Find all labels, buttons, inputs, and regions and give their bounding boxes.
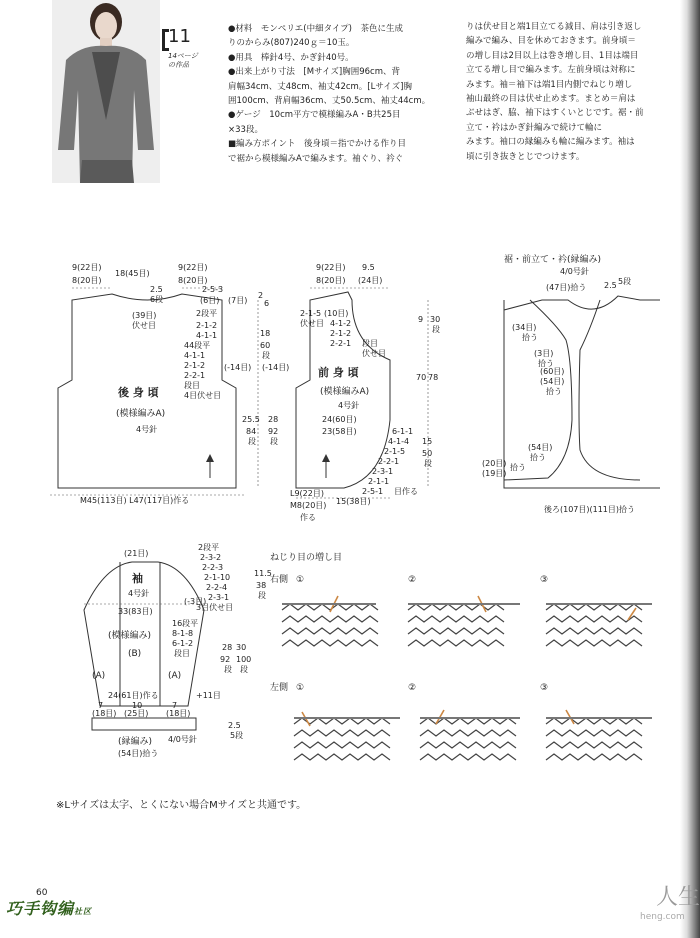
twist-left: 左側: [270, 683, 289, 693]
sleeve-cuff-part: 7: [98, 701, 104, 710]
sleeve-cuff-h2: 5段: [230, 731, 244, 740]
materials-line: 肩幅34cm、丈48cm、袖丈42cm。[Lサイズ]胸: [228, 81, 412, 92]
site-logo-text: 巧手钩编: [6, 899, 75, 918]
back-armhole-side: 18: [260, 329, 271, 338]
back-shoulder-r: 9(22目): [178, 263, 208, 272]
back-neck-bind2: 伏せ目: [132, 321, 156, 330]
twist-step: ③: [540, 575, 549, 585]
edging-front-pick2: (54目): [540, 377, 565, 386]
sleeve-top-item: 2-2-4: [206, 583, 228, 592]
front-width2: 23(58目): [322, 427, 357, 436]
back-shoulder-l2: 8(20目): [72, 276, 102, 285]
materials-line: で裾から模様編みAで編みます。袖ぐり、衿ぐ: [228, 153, 404, 164]
front-neck-pick: (10目): [324, 309, 349, 318]
sleeve-pattern2: (B): [128, 649, 142, 659]
page-number: 60: [36, 888, 48, 898]
back-armhole-item: 段目: [184, 381, 200, 390]
knit-swatch-icon: [420, 718, 516, 760]
front-neck-h3: 段: [432, 325, 440, 334]
back-total-h2: 92: [268, 427, 279, 436]
back-body-diagram: [50, 263, 278, 505]
sleeve-cuff-part: (25目): [124, 709, 149, 718]
edging-neck-pick: (3目): [534, 349, 554, 358]
site-logo: [6, 896, 92, 919]
page-reference-line2: の作品: [168, 61, 189, 69]
back-armhole-side3: 段: [262, 351, 270, 360]
size-note: ※Lサイズは太字、とくにない場合Mサイズと共通です。: [56, 800, 307, 811]
instruction-line: 立て・衿はかぎ針編みで続けて輪に: [466, 122, 603, 133]
edging-collar-h2: 5段: [618, 277, 632, 286]
edging-neck-pick2: 拾う: [538, 359, 554, 368]
back-shoulder-shaping2: (6目): [200, 296, 220, 305]
instruction-line: みます。袖＝袖下は端1目内側でねじり増し: [466, 79, 633, 90]
edging-shoulder-pick: (34目): [512, 323, 537, 332]
edging-side-pick2: (19目): [482, 469, 507, 478]
edging-hook: 4/0号針: [560, 267, 589, 276]
sleeve-inc-item: 16段平: [172, 619, 199, 628]
back-armhole-side2: 60: [260, 341, 271, 350]
back-title: 後 身 頃: [118, 386, 159, 399]
model-photo-illustration: [52, 0, 160, 183]
front-neck-item: 段目: [362, 339, 378, 348]
sleeve-cap-h2: 38: [256, 581, 267, 590]
sleeve-top-item: 2-1-10: [204, 573, 231, 582]
sleeve-inc-item: 6-1-2: [172, 639, 194, 648]
front-neck2: (24目): [358, 276, 383, 285]
front-neck: 9.5: [362, 263, 375, 272]
materials-line: ●用具 棒針4号、かぎ針40号。: [228, 52, 354, 63]
back-shoulder-rows: (7目): [228, 296, 248, 305]
edging-front-pick3: 拾う: [546, 387, 562, 396]
back-needle: 4号針: [136, 425, 158, 434]
back-armhole-item: 4-1-1: [196, 331, 218, 340]
front-hem-inc: 2-3-1: [372, 467, 394, 476]
twist-title: ねじり目の増し目: [270, 553, 343, 563]
sleeve-cap-h: 11.5: [254, 569, 272, 578]
back-neck-width: 18(45目): [115, 269, 150, 278]
sleeve-diagram: [84, 542, 272, 758]
back-body-h: 25.5: [242, 415, 260, 424]
front-width: 24(60目): [322, 415, 357, 424]
back-shoulder-l: 9(22目): [72, 263, 102, 272]
front-body-diagram: [262, 263, 440, 522]
front-title: 前 身 頃: [318, 366, 359, 379]
sleeve-needle: 4号針: [128, 589, 150, 598]
sleeve-cuff-part: (18目): [92, 709, 117, 718]
sleeve-len-total: 30: [236, 643, 247, 652]
instruction-line: 立てる増し目で編みます。左前身頃は対称に: [466, 65, 636, 76]
front-neck-side2: 伏せ目: [300, 319, 324, 328]
arrow-head-icon: [206, 454, 214, 462]
sleeve-cap-pos: (-3目): [184, 597, 207, 606]
front-hem-inc: 2-1-5: [384, 447, 406, 456]
back-armhole-pos: (-14目): [224, 363, 252, 372]
site-logo-sub: 社区: [74, 907, 93, 916]
back-armhole-item: 44段平: [184, 341, 211, 350]
sleeve-len3: 段: [224, 665, 232, 674]
edging-diagram: [482, 253, 660, 514]
sleeve-cuff-part: 7: [172, 701, 178, 710]
front-hem-w2: M8(20目): [290, 501, 327, 510]
front-hem-h: 15: [422, 437, 433, 446]
front-hem-h2: 50: [422, 449, 433, 458]
back-body-h2: 84: [246, 427, 257, 436]
instruction-line: りは伏せ目と端1目立てる減目、肩は引き返し: [466, 22, 642, 32]
twist-step: ①: [296, 683, 305, 693]
back-cast-on: M45(113目) L47(117目)作る: [80, 496, 190, 505]
sleeve-cuff-h: 2.5: [228, 721, 241, 730]
back-body-h3: 段: [248, 437, 256, 446]
pattern-diagrams: [0, 240, 700, 800]
back-armhole-item: 4-1-1: [184, 351, 206, 360]
instruction-line: 編みで編み、目を休めておきます。前身頃＝: [466, 36, 636, 47]
front-neck-item: 2-2-1: [330, 339, 352, 348]
edging-front-pick: (60目): [540, 367, 565, 376]
back-armhole-item: 2-1-2: [184, 361, 206, 370]
knitting-needle-icon: [282, 604, 652, 718]
twist-step: ①: [296, 575, 305, 585]
back-shoulder-shaping: 2-5-3: [202, 285, 224, 294]
materials-line: ●材料 モンペリエ(中細タイプ) 茶色に生成: [228, 24, 403, 34]
sleeve-side-a2: (A): [168, 671, 182, 681]
front-hem-w3: 作る: [300, 513, 316, 522]
sleeve-len2: 92: [220, 655, 231, 664]
front-pattern: (模様編みA): [320, 387, 370, 397]
sleeve-top-item: 2-3-1: [208, 593, 230, 602]
instructions-block: [466, 20, 666, 164]
materials-block: [228, 22, 456, 166]
twist-step: ②: [408, 575, 417, 585]
front-hem-h3: 段: [424, 459, 432, 468]
front-hem-cast: 15(38目): [336, 497, 371, 506]
sleeve-cuff-hook: 4/0号針: [168, 735, 197, 744]
back-neck-bind: (39目): [132, 311, 157, 320]
edging-curve-pick2: 拾う: [530, 453, 546, 462]
front-hem-inc: 2-1-1: [368, 477, 390, 486]
front-armhole-pos: (-14目): [262, 363, 290, 372]
sleeve-top-item: 2-2-3: [202, 563, 224, 572]
sleeve-top-item: 2段平: [198, 543, 220, 552]
back-neck-depth2: 6段: [150, 295, 164, 304]
sleeve-cuff: [92, 718, 196, 730]
edging-collar-h: 2.5: [604, 281, 617, 290]
edging-collar-pick: (47目)拾う: [546, 283, 587, 292]
sleeve-len: 28: [222, 643, 233, 652]
sleeve-cap-w: 33(83目): [118, 607, 153, 616]
knit-swatch-icon: [408, 604, 504, 646]
sleeve-pattern: (模様編み): [108, 631, 152, 641]
sleeve-inc-item: 段目: [174, 649, 190, 658]
front-neck-item: 2-1-2: [330, 329, 352, 338]
edging-title: 裾・前立て・衿(縁編み): [504, 255, 602, 265]
materials-line: りのからみ(807)240ｇ＝10玉。: [228, 38, 355, 49]
front-height2: 78: [428, 373, 439, 382]
sleeve-cuff-part: (18目): [166, 709, 191, 718]
back-pattern: (模様編みA): [116, 409, 166, 419]
front-hem-inc: 4-1-4: [388, 437, 410, 446]
page-reference-line1: 14ページ: [168, 52, 198, 60]
instruction-line: の増し目は2目以上は巻き増し目、1目は端目: [466, 50, 639, 61]
front-height: 70: [416, 373, 427, 382]
back-total-h3: 段: [270, 437, 278, 446]
arrow-head-icon: [322, 454, 330, 462]
sleeve-cuff-w: 24(61目)作る: [108, 691, 159, 700]
pattern-number: 11: [168, 26, 191, 47]
instruction-line: ぶせはぎ、脇、袖下はすくいとじです。裾・前: [466, 108, 644, 119]
sleeve-title: 袖: [132, 572, 143, 585]
front-neck-h: 9: [418, 315, 424, 324]
front-shoulder2: 8(20目): [316, 276, 346, 285]
front-hem-inc: 目作る: [394, 487, 418, 496]
sleeve-cuff-pick: (54目)拾う: [118, 749, 159, 758]
model-photo: [52, 0, 160, 183]
edging-side-pick3: 拾う: [510, 463, 526, 472]
instruction-line: みます。袖口の縁編みも輪に編みます。袖は: [466, 137, 635, 148]
sleeve-top: (21目): [124, 549, 149, 558]
sleeve-inc-item: 8-1-8: [172, 629, 194, 638]
front-shoulder: 9(22目): [316, 263, 346, 272]
back-total-h: 28: [268, 415, 279, 424]
materials-line: ●出来上がり寸法 [Mサイズ]胸囲96cm、背: [228, 67, 400, 78]
front-hem-inc: 6-1-1: [392, 427, 414, 436]
sleeve-cuff-inc: +11目: [196, 691, 221, 700]
back-armhole-dec: 2段平: [196, 309, 218, 318]
edging-back-pick: 後ろ(107目)(111目)拾う: [544, 505, 636, 514]
edging-band-right: [579, 300, 640, 480]
twist-step: ②: [408, 683, 417, 693]
back-armhole-item: 2-1-2: [196, 321, 218, 330]
knit-swatch-icon: [546, 604, 642, 646]
front-needle: 4号針: [338, 401, 360, 410]
back-armhole-h2: 6: [264, 299, 270, 308]
back-neck-depth: 2.5: [150, 285, 163, 294]
twist-right: 右側: [270, 575, 289, 585]
back-armhole-item: 2-2-1: [184, 371, 206, 380]
watermark: 人生: [656, 885, 700, 910]
page-reference: [168, 52, 198, 70]
sleeve-len-total3: 段: [240, 665, 248, 674]
sleeve-side-a: (A): [92, 671, 106, 681]
materials-line: ●ゲージ 10cm平方で模様編みA・B共25目: [228, 110, 401, 121]
front-hem-inc: 2-2-1: [378, 457, 400, 466]
materials-line: ×33段。: [228, 124, 263, 135]
watermark-url: heng.com: [640, 912, 685, 922]
edging-curve-pick: (54目): [528, 443, 553, 452]
front-neck-h2: 30: [430, 315, 441, 324]
front-neck-item: 4-1-2: [330, 319, 352, 328]
back-armhole-h: 2: [258, 291, 264, 300]
sleeve-cuff-part: 10: [132, 701, 143, 710]
sleeve-cuff-edge: (縁編み): [118, 737, 153, 747]
materials-line: ■編み方ポイント 後身頃＝指でかける作り目: [228, 139, 407, 150]
instruction-line: 袖山最終の目は伏せ止めます。まとめ＝肩は: [466, 94, 636, 105]
front-neck-item: 伏せ目: [362, 349, 386, 358]
sleeve-top-item: 2-3-2: [200, 553, 222, 562]
sleeve-len-total2: 100: [236, 655, 252, 664]
front-neck-side: 2-1-5: [300, 309, 322, 318]
back-armhole-item: 4目伏せ目: [184, 391, 222, 400]
edging-side-pick: (20目): [482, 459, 507, 468]
materials-line: 囲100cm、背肩幅36cm、丈50.5cm、袖丈44cm。: [228, 96, 431, 107]
edging-shoulder-pick2: 拾う: [522, 333, 538, 342]
knit-swatch-icon: [546, 718, 642, 760]
sleeve-top-end: 3目伏せ目: [196, 603, 234, 612]
twist-step: ③: [540, 683, 549, 693]
front-hem-inc: 2-5-1: [362, 487, 384, 496]
sleeve-cap-h3: 段: [258, 591, 266, 600]
instruction-line: 頃に引き抜きとじでつけます。: [466, 151, 585, 162]
back-shoulder-r2: 8(20目): [178, 276, 208, 285]
front-hem-w: L9(22目): [290, 489, 324, 498]
twist-increase-diagram: [270, 551, 652, 760]
